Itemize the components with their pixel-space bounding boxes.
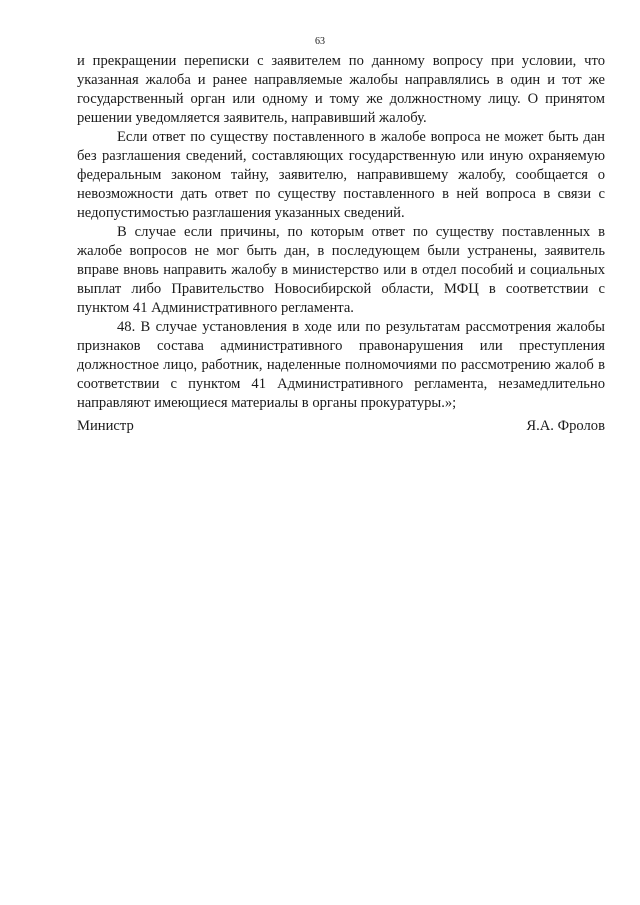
paragraph-continuation: и прекращении переписки с заявителем по данному вопросу при условии, что указанная жалоба и ранее направляемые жалобы направлялись в один и тот же государственный орган или одному и тому же должностному лицу. О принятом решении уведомляется заявитель, направивший жалобу. xyxy=(77,53,605,126)
paragraph-reasons-eliminated: В случае если причины, по которым ответ по существу поставленных в жалобе вопросов не мог быть дан, в последующем были устранены, заявитель вправе вновь направить жалобу в министерство или в отдел пособий и социальных выплат либо Правительство Новосибирской области, МФЦ в соответствии с пунктом 41 Административного регламента. xyxy=(77,224,605,316)
signature-block xyxy=(77,417,605,436)
paragraph-secret-info: Если ответ по существу поставленного в жалобе вопроса не может быть дан без разглашения сведений, составляющих государственную или иную охраняемую федеральным законом тайну, заявителю, направившему жалобу, сообщается о невозможности дать ответ по существу поставленного в ней вопроса в связи с недопустимостью разглашения указанных сведений. xyxy=(77,129,605,221)
signatory-position: Министр xyxy=(77,418,134,434)
page-number: 63 xyxy=(315,36,325,47)
signatory-name: Я.А. Фролов xyxy=(526,418,605,434)
document-body xyxy=(77,52,605,413)
paragraph-item-48: 48. В случае установления в ходе или по результатам рассмотрения жалобы признаков состава административного правонарушения или преступления должностное лицо, работник, наделенные полномочиями по рассмотрению жалоб в соответствии с пунктом 41 Административного регламента, незамедлительно направляют имеющиеся материалы в органы прокуратуры.»; xyxy=(77,319,605,411)
